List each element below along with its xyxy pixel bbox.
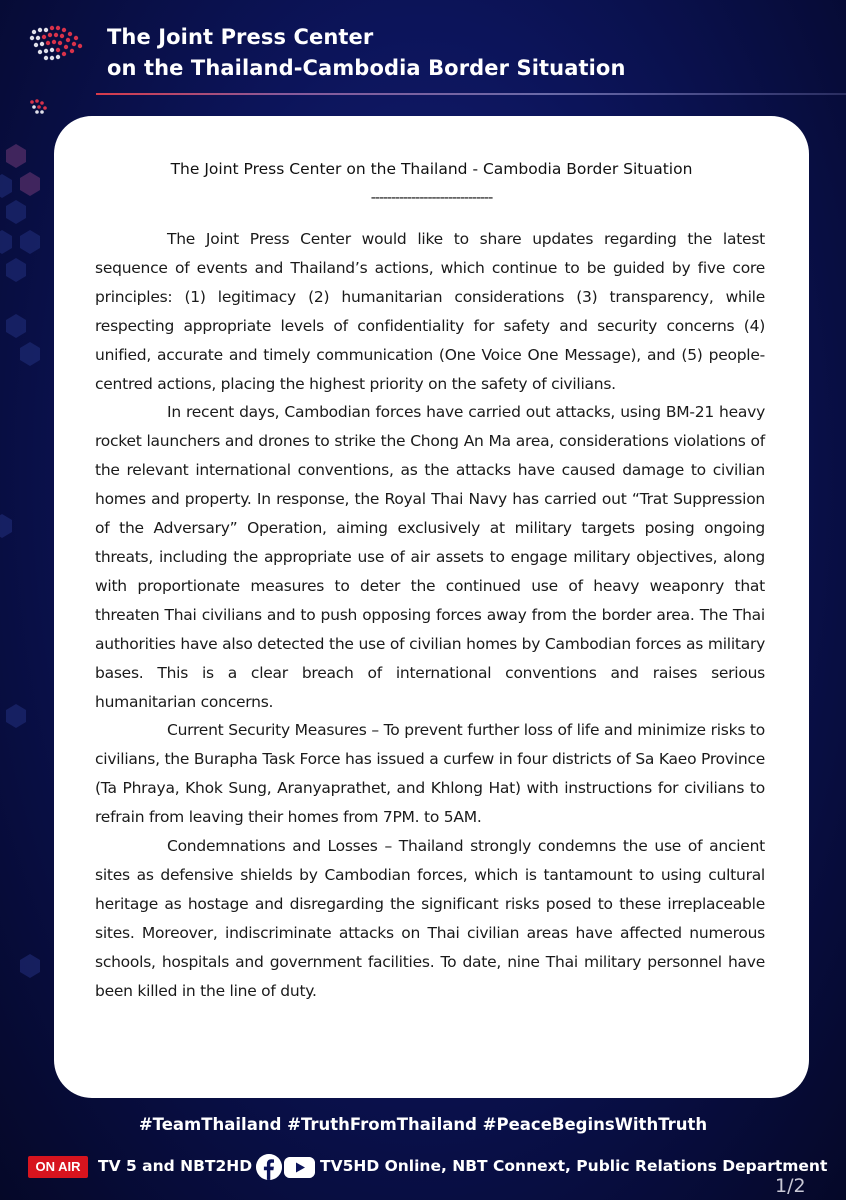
header-title-line2: on the Thailand-Cambodia Border Situation [107, 56, 626, 80]
title-underline: ------------------------------ [370, 190, 493, 206]
on-air-badge: ON AIR [28, 1156, 88, 1178]
header-title-line1: The Joint Press Center [107, 25, 374, 49]
header-divider [96, 93, 846, 95]
document-body [95, 225, 765, 1005]
youtube-icon [284, 1157, 315, 1178]
hexagon-pattern [0, 0, 60, 1200]
tv-channels: TV 5 and NBT2HD [98, 1157, 253, 1175]
header [0, 0, 846, 100]
footer-bar [28, 1154, 828, 1182]
header-title [107, 22, 626, 84]
facebook-icon [256, 1154, 282, 1180]
paragraph-attacks: In recent days, Cambodian forces have carried out attacks, using BM-21 heavy rocket launchers and drones to strike the Chong An Ma area, considerations violations of the relevant international conventions, as the attacks have caused damage to civilian homes and property. In response, the Royal Thai Navy has carried out “Trat Suppression of the Adversary” Operation, aiming exclusively at military targets posing ongoing threats, including the appropriate use of air assets to engage military objectives, along with proportionate measures to deter the continued use of heavy weaponry that threaten Thai civilians and to push opposing forces away from the border area. The Thai authorities have also detected the use of civilian homes by Cambodian forces as military bases. This is a clear breach of international conventions and raises serious humanitarian concerns. [95, 403, 765, 711]
small-map-icon [26, 96, 54, 116]
thailand-map-logo [24, 18, 86, 68]
online-channels: TV5HD Online, NBT Connext, Public Relations Department [320, 1157, 828, 1175]
document-card [54, 116, 809, 1098]
hashtags: #TeamThailand #TruthFromThailand #PeaceBeginsWithTruth [138, 1115, 708, 1134]
paragraph-security-measures: Current Security Measures – To prevent further loss of life and minimize risks to civilians, the Burapha Task Force has issued a curfew in four districts of Sa Kaeo Province (Ta Phraya, Khok Sung, Aranyaprathet, and Khlong Hat) with instructions for civilians to refrain from leaving their homes from 7PM. to 5AM. [95, 721, 765, 827]
page-indicator: 1/2 [775, 1175, 806, 1197]
document-title: The Joint Press Center on the Thailand - Cambodia Border Situation [170, 160, 693, 178]
paragraph-principles: The Joint Press Center would like to share updates regarding the latest sequence of events and Thailand’s actions, which continue to be guided by five core principles: (1) legitimacy (2) humanitarian considerations (3) transparency, while respecting appropriate levels of confidentiality for safety and security concerns (4) unified, accurate and timely communication (One Voice One Message), and (5) people-centred actions, placing the highest priority on the safety of civilians. [95, 230, 765, 393]
paragraph-condemnations: Condemnations and Losses – Thailand strongly condemns the use of ancient sites as defensive shields by Cambodian forces, which is tantamount to using cultural heritage as hostage and disregarding the significant risks posed to these irreplaceable sites. Moreover, indiscriminate attacks on Thai civilian areas have affected numerous schools, hospitals and government facilities. To date, nine Thai military personnel have been killed in the line of duty. [95, 837, 765, 1000]
